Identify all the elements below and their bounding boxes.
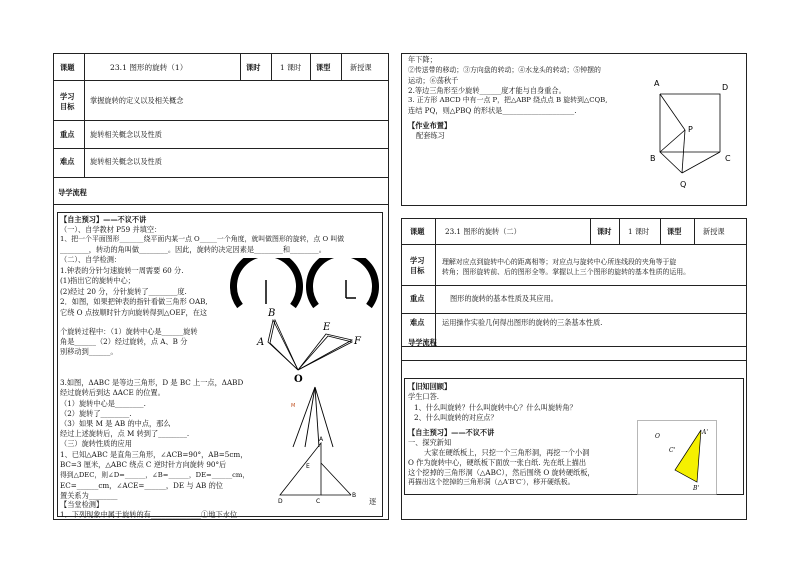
text-line: O 作为旋转中心，硬纸板下面放一张白纸. 先在纸上描出 (408, 458, 587, 467)
text-line: 2.等边三角形至少旋转______度才能与自身重合。 (408, 86, 566, 95)
clock-left (234, 258, 300, 306)
fig-label-b-prime: B' (693, 485, 700, 492)
fig-label-c: C (725, 154, 731, 163)
fig-label-o: O (294, 374, 303, 385)
fig-label-c2: C (316, 498, 321, 503)
right-triangle-figure (276, 433, 366, 503)
type-value: 新授课 (350, 63, 372, 72)
text-line: 角是______（2）经过旋转，点 A、B 分 (60, 337, 188, 346)
text-line: 1．下列现象中属于旋转的有______________①地下水位 (60, 510, 238, 519)
diff-label: 难点 (60, 157, 75, 166)
fig-label-e: E (323, 322, 331, 333)
text-line: 3. 正方形 ABCD 中有一点 P，把△ABP 绕点点 B 旋转到△CQB, (408, 96, 608, 104)
diff-text: 旋转相关概念以及性质 (90, 157, 162, 166)
text-line: 2、什么叫旋转的对应点？ (414, 413, 498, 422)
hours-label-2: 课时 (597, 227, 612, 236)
flow-label: 导学流程 (58, 188, 87, 197)
goal-line-2: 转角；图形旋转前、后的图形全等。掌握以上三个图形的旋转的基本性质的运用。 (442, 268, 691, 276)
text-line: 置关系为________ (60, 491, 118, 500)
text-line: （1）旋转中心是________. (60, 399, 146, 408)
text-line: （3）如果 M 是 AB 的中点，那么 (60, 419, 171, 428)
text-line: 1、什么叫旋转？什么叫旋转中心？什么叫旋转角？ (414, 403, 577, 412)
fig-label-e2: E (306, 463, 310, 470)
goal-line-1: 理解对应点到旋转中心的距离相等；对应点与旋转中心所连线段的夹角等于旋 (442, 258, 677, 266)
text-line: 1.钟表的分针匀速旋转一周需要 60 分. (60, 266, 184, 275)
triangle-oef (298, 334, 352, 370)
text-line: 2．如图，如果把钟表的指针看做三角形 OAB, (60, 297, 208, 306)
square-figure (640, 70, 750, 200)
topic-title-2: 23.1 图形的旋转（二） (445, 227, 521, 236)
fig-label-f: F (354, 336, 361, 347)
text-line: 【作业布置】 (408, 121, 452, 130)
clock-right (310, 258, 376, 306)
type-value-2: 新授课 (703, 227, 725, 236)
diff-text-2: 运用操作实验几何得出图形的旋转的三条基本性质. (442, 318, 603, 327)
key-text: 旋转相关概念以及性质 (90, 130, 162, 139)
fig-label-c-prime: C' (669, 447, 676, 454)
text-line: （三）旋转性质的应用 (60, 439, 132, 448)
text-line: 个旋转过程中：（1）旋转中心是______旋转 (60, 327, 198, 336)
text-line: 1、把一个平面图形_______绕平面内某一点 O_____一个角度，就叫做图形的旋转，点 O 叫做 (60, 235, 345, 243)
key-label-2: 重点 (410, 294, 425, 303)
text-line: 3.如图，ΔABC 是等边三角形，D 是 BC 上一点，ΔABD (60, 378, 244, 387)
goal-label-2: 学习 目标 (410, 256, 425, 275)
triangle-oab (268, 320, 298, 370)
text-line: （2）旋转了________. (60, 409, 132, 418)
fig-label-a: A (654, 79, 660, 88)
text-line: 【当堂检测】 (60, 500, 104, 509)
fig-label-a-prime: A' (702, 429, 708, 436)
goal-label: 学习 目标 (60, 92, 75, 111)
text-line: （二）、自学检测： (60, 255, 122, 264)
diff-label-2: 难点 (410, 318, 425, 327)
text-line: 别移动到______。 (60, 347, 118, 356)
section-title: 【自主预习】——不议不讲 (60, 215, 147, 224)
text-line: (2)经过 20 分，分针旋转了________度. (60, 287, 187, 296)
rotation-figure (637, 420, 717, 495)
text-line: 连结 PQ，则△PBQ 的形状是____________________. (408, 106, 577, 115)
fig-label-b: B (650, 154, 656, 163)
type-label-2: 课型 (667, 227, 682, 236)
text-line: 年下降； (408, 55, 437, 64)
text-line: 配套练习 (416, 131, 445, 140)
text-line: (1)指出它的旋转中心； (60, 276, 135, 285)
text-line: 这个挖掉的三角形洞（△ABC），然后围绕 O 旋转硬纸板， (408, 468, 595, 477)
goal-text: 掌握旋转的定义以及相关概念 (90, 96, 184, 105)
fig-label-a: A (257, 337, 265, 348)
fig-label-a2: A (319, 436, 324, 443)
text-line: 大家在硬纸板上，只挖一个三角形洞，再挖一个小洞 (424, 448, 590, 457)
text-line: 运动；⑥荡秋千 (408, 76, 459, 85)
text-line: EC=______cm，∠ACE=______，DE 与 AB 的位 (60, 481, 223, 490)
text-line: 得到△DEC，则∠D=______，∠B=______，DE=______cm， (60, 471, 250, 479)
topic-label: 课题 (60, 63, 75, 72)
hours-label: 课时 (246, 63, 261, 72)
preview-title: 【自主预习】——不议不讲 (408, 428, 495, 437)
fig-label-d2: D (278, 498, 283, 503)
hours-value: 1 课时 (280, 63, 302, 72)
flow-label-2: 导学流程 (408, 338, 437, 347)
fig-label-b: B (268, 308, 276, 319)
fig-label-o: O (655, 433, 660, 440)
text-line: 1、已知△ABC 是直角三角形，∠ACB=90°，AB=5cm， (60, 450, 248, 459)
text-line: （一）、自学教材 P59 并填空： (60, 225, 162, 234)
fig-label-q: Q (680, 180, 687, 189)
text-line: ②传送带的移动；③方向盘的转动；④水龙头的转动；⑤钟摆的 (408, 66, 601, 74)
text-line: 它绕 O 点按顺时针方向旋转得到△OEF，在这 (60, 308, 208, 317)
type-label: 课型 (316, 63, 331, 72)
hours-value-2: 1 课时 (628, 227, 650, 236)
fig-label-d: D (722, 83, 729, 92)
text-line: BC=3 厘米，△ABC 绕点 C 逆时针方向旋转 90°后 (60, 460, 227, 469)
topic-label-2: 课题 (410, 227, 425, 236)
fig-label-m: M (291, 403, 296, 409)
text-line: 学生口答. (408, 392, 440, 401)
key-label: 重点 (60, 130, 75, 139)
text-line: 经过上述旋转后，点 M 转到了________. (60, 429, 190, 438)
topic-title: 23.1 图形的旋转（1） (110, 63, 188, 72)
text-line: 逐 (369, 497, 377, 506)
text-line: 一、探究新知 (408, 438, 452, 447)
fig-label-p: P (688, 125, 693, 134)
text-line: 再描出这个挖掉的三角形洞（△A′B′C′），移开硬纸板。 (408, 478, 575, 486)
review-title: 【旧知回顾】 (408, 382, 452, 391)
key-text-2: 图形的旋转的基本性质及其应用。 (450, 294, 558, 303)
text-line: ________，转动的角叫做________。因此，旋转的决定因素是________和________。 (60, 245, 326, 254)
fig-label-b2: B (352, 492, 357, 499)
text-line: 经过旋转后到达 ΔACE 的位置。 (60, 388, 165, 397)
